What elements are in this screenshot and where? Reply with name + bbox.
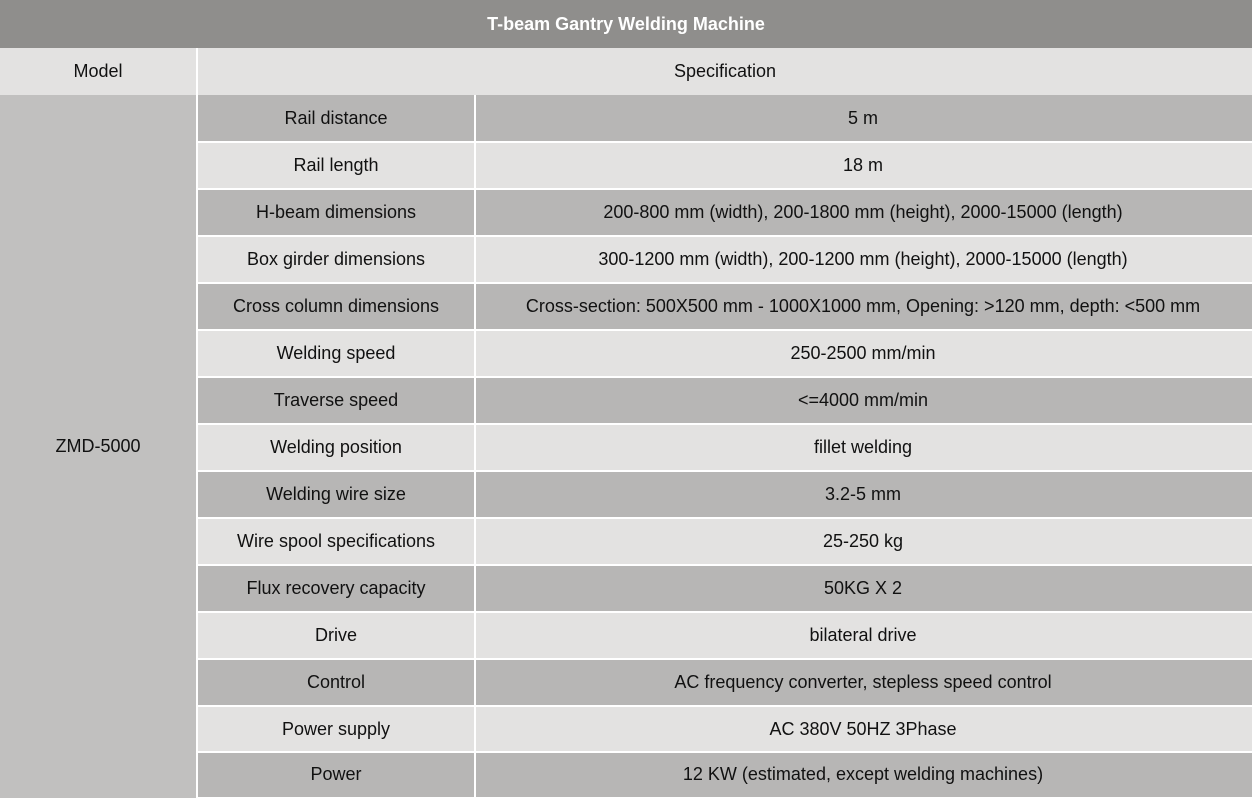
row-separator (198, 611, 1252, 613)
table-row (198, 330, 1252, 377)
header-row (0, 48, 1252, 95)
param-divider (474, 95, 476, 798)
param-name: Welding position (270, 437, 402, 457)
param-name: Rail distance (284, 108, 388, 128)
table-row (198, 518, 1252, 565)
param-value: 18 m (842, 155, 884, 175)
param-name: Traverse speed (273, 390, 399, 410)
param-name: Flux recovery capacity (246, 578, 426, 598)
table-row (198, 612, 1252, 659)
param-name: Power supply (281, 718, 391, 739)
table-row (198, 142, 1252, 189)
row-separator (198, 751, 1252, 753)
param-value: 50KG X 2 (823, 578, 903, 598)
param-value: bilateral drive (809, 625, 917, 645)
param-value: 5 m (847, 108, 878, 128)
header-specification: Specification (673, 61, 777, 81)
param-value: AC frequency converter, stepless speed control (674, 672, 1052, 692)
param-name: Control (306, 672, 366, 692)
param-name: Box girder dimensions (246, 249, 426, 269)
row-separator (198, 188, 1252, 190)
table-row (198, 706, 1252, 752)
table-row (198, 283, 1252, 330)
param-value: 250-2500 mm/min (790, 343, 936, 363)
param-name: H-beam dimensions (255, 202, 417, 222)
param-value: 12 KW (estimated, except welding machines) (682, 764, 1044, 784)
table-row (198, 565, 1252, 612)
param-value: 3.2-5 mm (824, 484, 902, 504)
row-separator (198, 329, 1252, 331)
param-value: 200-800 mm (width), 200-1800 mm (height), 2000-15000 (length) (603, 202, 1123, 222)
table-row (198, 752, 1252, 797)
header-divider (196, 48, 198, 95)
param-name: Power (310, 764, 362, 784)
table-row (198, 471, 1252, 518)
model-cell: ZMD-5000 (0, 95, 196, 798)
param-value: <=4000 mm/min (797, 390, 929, 410)
param-value: 25-250 kg (822, 531, 904, 551)
row-separator (198, 517, 1252, 519)
param-name: Cross column dimensions (232, 296, 440, 316)
param-name: Drive (314, 625, 357, 645)
table-row (198, 424, 1252, 471)
row-separator (198, 658, 1252, 660)
param-value: fillet welding (813, 437, 913, 457)
param-value: AC 380V 50HZ 3Phase (769, 718, 957, 739)
table-row (198, 95, 1252, 142)
table-row (198, 189, 1252, 236)
param-name: Welding wire size (266, 484, 406, 504)
param-name: Welding speed (276, 343, 396, 363)
table-row (198, 377, 1252, 424)
param-value: Cross-section: 500X500 mm - 1000X1000 mm, Opening: >120 mm, depth: <500 mm (525, 296, 1201, 316)
row-separator (198, 423, 1252, 425)
row-separator (198, 141, 1252, 143)
param-name: Rail length (293, 155, 379, 175)
table-row (198, 236, 1252, 283)
param-value: 300-1200 mm (width), 200-1200 mm (height), 2000-15000 (length) (598, 249, 1128, 269)
row-separator (198, 470, 1252, 472)
header-model: Model (73, 61, 123, 81)
row-separator (198, 282, 1252, 284)
param-name: Wire spool specifications (236, 531, 436, 551)
row-separator (198, 564, 1252, 566)
row-separator (198, 705, 1252, 707)
table-title: T-beam Gantry Welding Machine (0, 0, 1252, 48)
table-row (198, 659, 1252, 706)
row-separator (198, 235, 1252, 237)
row-separator (198, 376, 1252, 378)
